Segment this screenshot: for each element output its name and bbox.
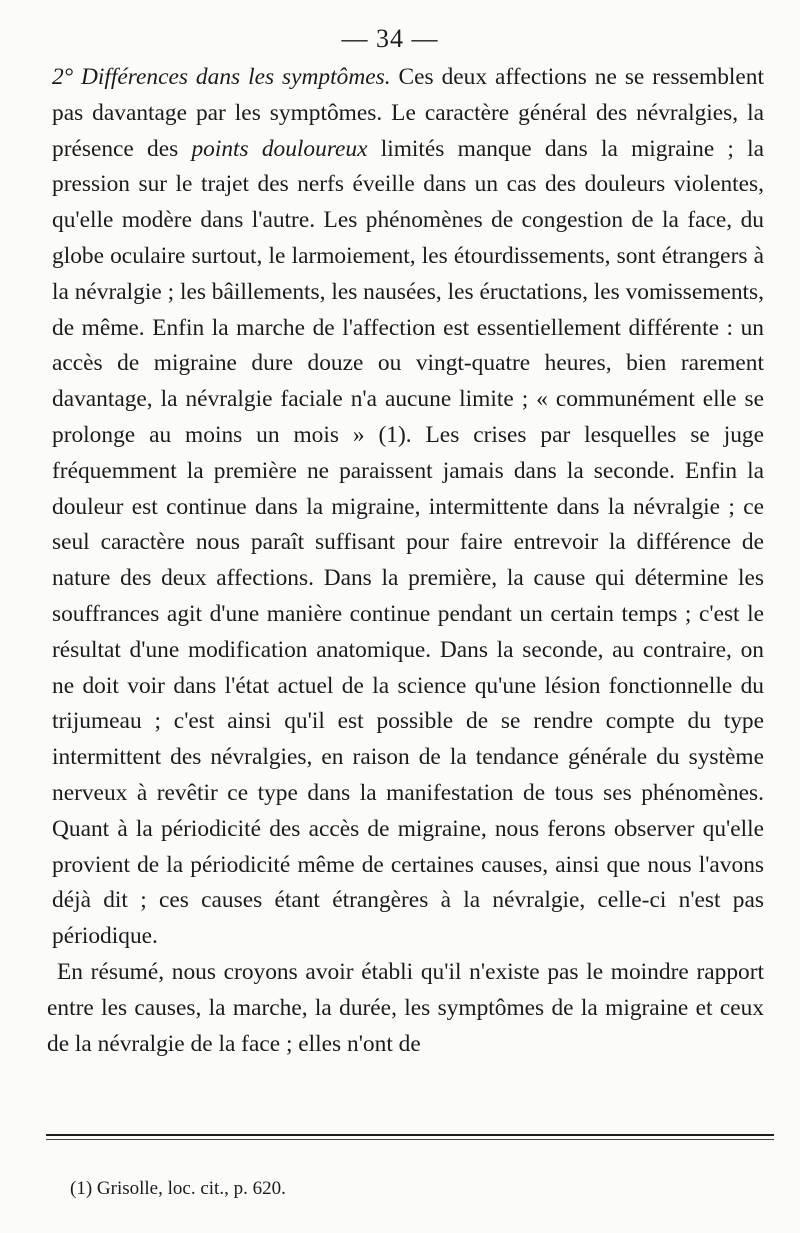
main-text	[47, 60, 765, 1062]
footnote-rule	[46, 1134, 774, 1136]
section-heading: 2° Différences dans les symptômes.	[52, 64, 391, 90]
footnote: (1) Grisolle, loc. cit., p. 620.	[70, 1178, 286, 1199]
footnote-rule-thin	[46, 1139, 774, 1140]
page-number: — 34 —	[341, 24, 439, 53]
paragraph-1-part-1: Ces deux affections ne se ressemblent pas davantage par les symptômes. Le caractère général des névralgies, la présence des	[52, 64, 764, 162]
paragraph-1-part-2: limités manque dans la migraine ; la pression sur le trajet des nerfs éveille dans un cas des douleurs violentes, qu'elle modère dans l'autre. Les phénomènes de congestion de la face, du globe oculaire surtout, le larmoiement, les étourdissements, sont étrangers à la névralgie ; les bâillements, les nausées, les éructations, les vomissements, de même. Enfin la marche de l'affection est essentiellement différente : un accès de migraine dure douze ou vingt-quatre heures, bien rarement davantage, la névralgie faciale n'a aucune limite ; « communément elle se prolonge au moins un mois » (1). Les crises par lesquelles se juge fréquemment la première ne paraissent jamais dans la seconde. Enfin la douleur est continue dans la migraine, intermittente dans la névralgie ; ce seul caractère nous paraît suffisant pour faire entrevoir la différence de nature des deux affections. Dans la première, la cause qui détermine les souffrances agit d'une manière continue pendant un certain temps ; c'est le résultat d'une modification anatomique. Dans la seconde, au contraire, on ne doit voir dans l'état actuel de la science qu'une lésion fonctionnelle du trijumeau ; c'est ainsi qu'il est possible de se rendre compte du type intermittent des névralgies, en raison de la tendance générale du système nerveux à revêtir ce type dans la manifestation de tous ses phénomènes. Quant à la périodicité des accès de migraine, nous ferons observer qu'elle provient de la périodicité même de certaines causes, ainsi que nous l'avons déjà dit ; ces causes étant étrangères à la névralgie, celle-ci n'est pas périodique.	[52, 135, 765, 950]
paragraph-1	[52, 60, 764, 955]
emphasis-term: points douloureux	[191, 135, 368, 162]
paragraph-2: En résumé, nous croyons avoir établi qu'il n'existe pas le moindre rapport entre les causes, la marche, la durée, les symptômes de la migraine et ceux de la névralgie de la face ; elles n'ont de	[47, 958, 764, 1057]
